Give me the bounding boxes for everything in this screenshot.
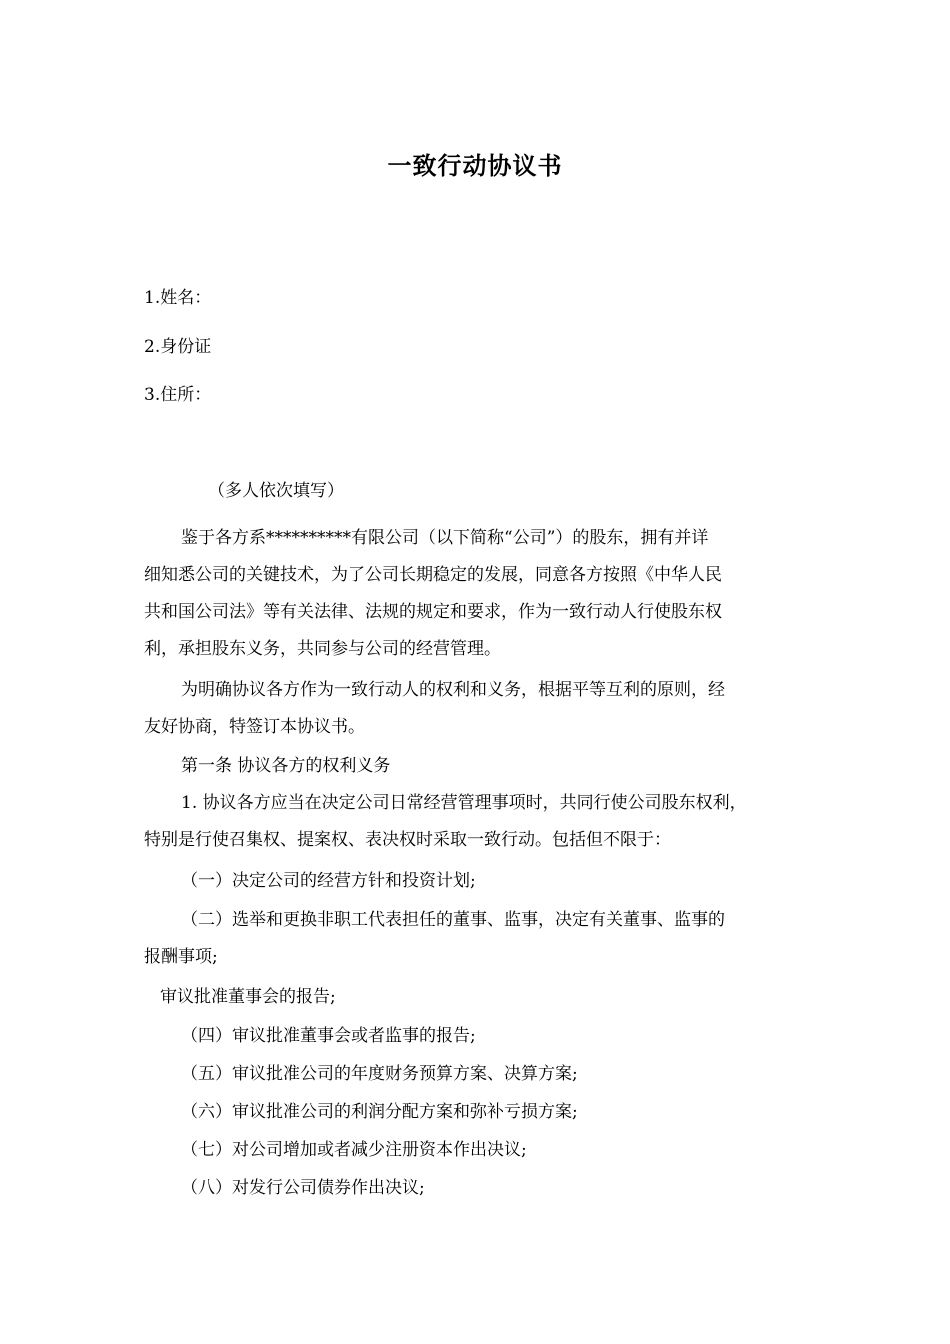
list-item-4: （四）审议批准董事会或者监事的报告; [181,1026,476,1046]
paragraph-line: （二）选举和更换非职工代表担任的董事、监事，决定有关董事、监事的 [181,910,725,930]
article-1-heading: 第一条 协议各方的权利义务 [181,756,391,776]
list-item-3: 审议批准董事会的报告; [160,987,336,1007]
recital-paragraph [144,526,814,674]
list-item-6: （六）审议批准公司的利润分配方案和弥补亏损方案; [181,1102,578,1122]
paragraph-line: 细知悉公司的关键技术，为了公司长期稳定的发展，同意各方按照《中华人民 [144,565,722,585]
list-item-8: （八）对发行公司债券作出决议; [181,1178,425,1198]
list-item-7: （七）对公司增加或者减少注册资本作出决议; [181,1140,527,1160]
document-title: 一致行动协议书 [387,152,563,180]
fill-note: （多人依次填写） [208,481,344,501]
field-address: 3.住所： [144,385,212,405]
paragraph-line: 共和国公司法》等有关法律、法规的规定和要求，作为一致行动人行使股东权 [144,602,722,622]
field-id-card: 2.身份证 [144,337,212,357]
paragraph-line: 友好协商，特签订本协议书。 [144,717,365,737]
paragraph-line: 鉴于各方系**********有限公司（以下简称“公司”）的股东，拥有并详 [181,528,709,548]
paragraph-line: 利，承担股东义务，共同参与公司的经营管理。 [144,639,501,659]
paragraph-line: 为明确协议各方作为一致行动人的权利和义务，根据平等互利的原则，经 [181,680,725,700]
list-item-1: （一）决定公司的经营方针和投资计划; [181,871,476,891]
list-item-5: （五）审议批准公司的年度财务预算方案、决算方案; [181,1064,578,1084]
paragraph-line: 特别是行使召集权、提案权、表决权时采取一致行动。包括但不限于： [144,830,671,850]
list-item-2 [144,908,814,982]
purpose-paragraph [144,678,814,752]
paragraph-line: 报酬事项; [144,947,218,967]
field-name: 1.姓名： [144,288,212,308]
paragraph-line: 1. 协议各方应当在决定公司日常经营管理事项时，共同行使公司股东权利， [181,793,747,813]
clause-1 [144,791,814,865]
